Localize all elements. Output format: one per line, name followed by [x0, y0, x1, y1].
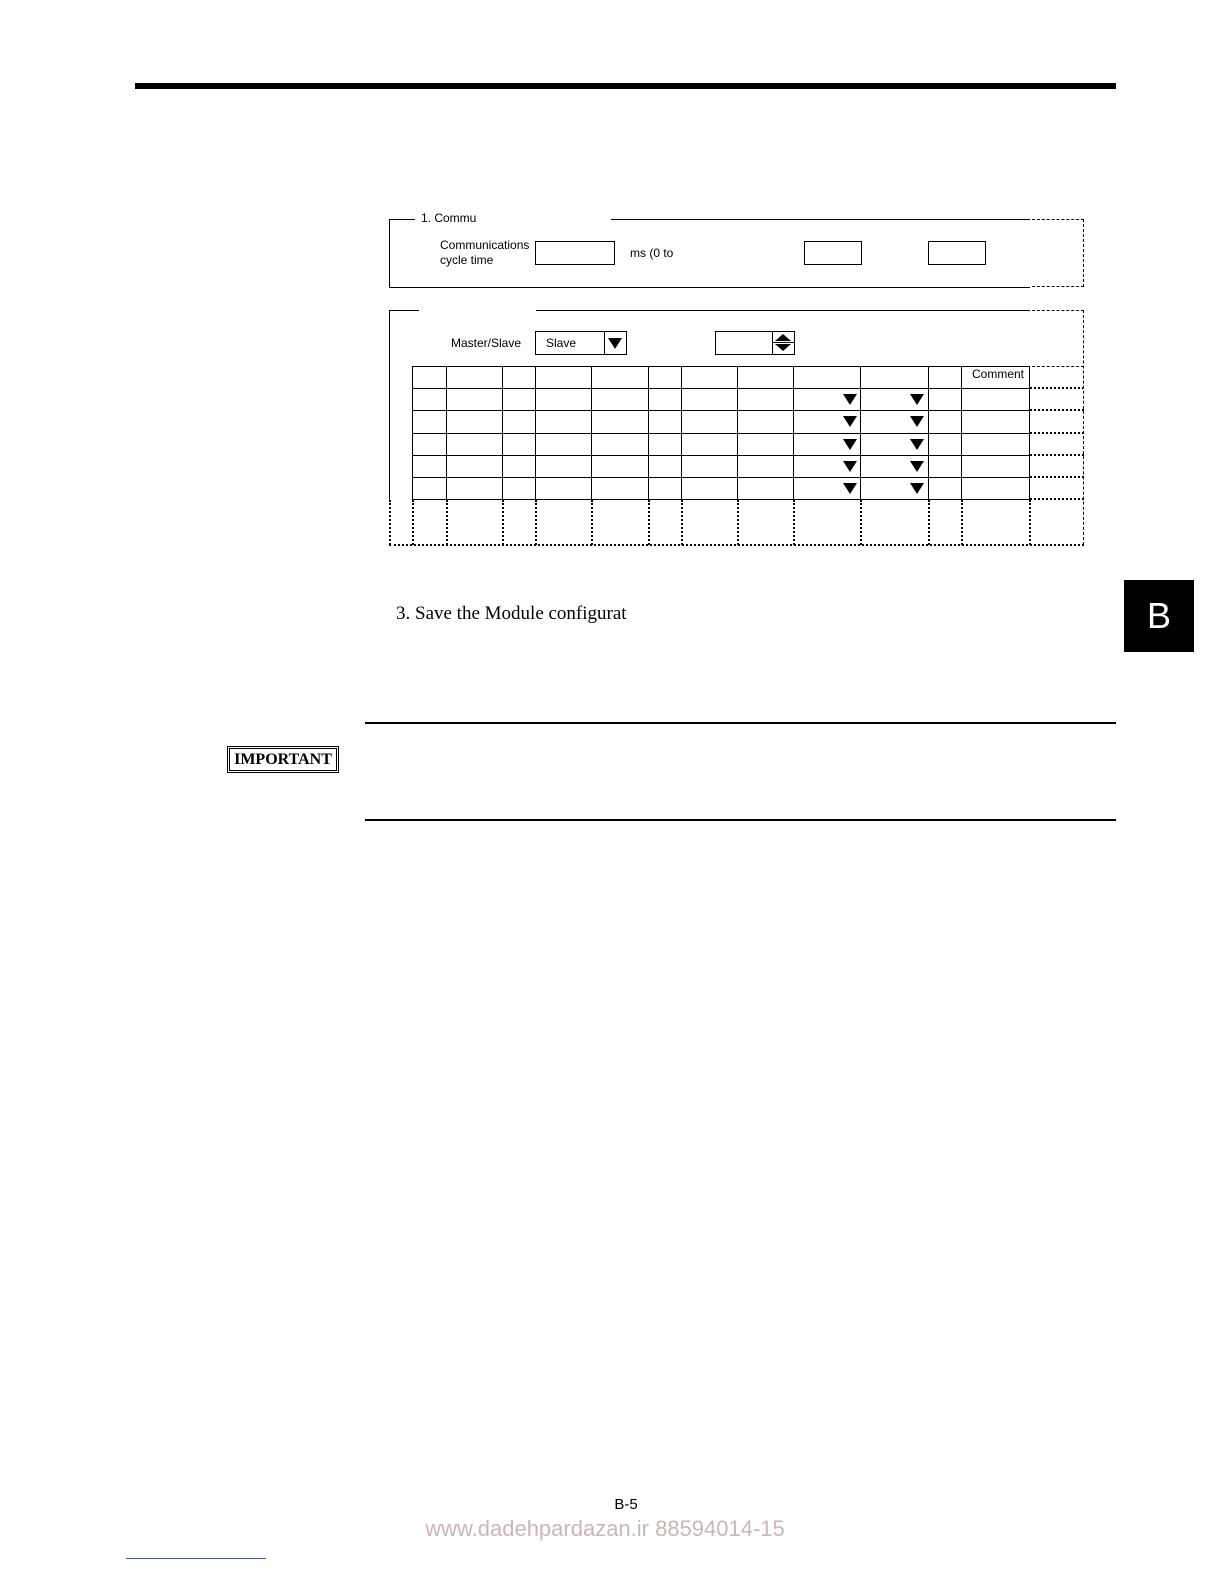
cell-dropdown-arrow-icon[interactable] — [843, 439, 857, 450]
panel-border — [389, 219, 390, 288]
master-slave-label: Master/Slave — [451, 336, 522, 350]
important-label — [227, 746, 339, 773]
appendix-tab: B — [1124, 580, 1194, 652]
cycle-time-input[interactable] — [535, 241, 615, 265]
setting-box-1[interactable] — [804, 241, 862, 265]
table-row-dotted-extension — [1030, 387, 1084, 389]
table-column-line — [681, 366, 682, 500]
table-column-line — [591, 366, 592, 500]
table-column-dotted-extension — [535, 500, 537, 545]
cell-dropdown-arrow-icon[interactable] — [910, 461, 924, 472]
dropdown-arrow-icon — [608, 338, 622, 349]
cycle-time-label-line2: cycle time — [440, 253, 494, 267]
table-header-dashed-extension — [1032, 366, 1084, 367]
footer-link-underline[interactable] — [126, 1558, 266, 1559]
table-column-dotted-extension — [860, 500, 862, 545]
cycle-time-label-line1: Communications — [440, 238, 530, 252]
cell-dropdown-arrow-icon[interactable] — [910, 483, 924, 494]
table-column-line — [961, 366, 962, 500]
panel-border — [611, 219, 1030, 220]
table-column-dotted-extension — [928, 500, 930, 545]
table-column-dotted-extension — [502, 500, 504, 545]
table-column-line — [412, 366, 413, 500]
table-column-line — [648, 366, 649, 500]
table-column-dotted-extension — [446, 500, 448, 545]
panel-dashed-border — [389, 500, 391, 545]
important-bottom-rule — [365, 819, 1116, 821]
io-assignment-table — [412, 366, 1030, 500]
panel-border — [389, 310, 419, 311]
ms-range-text: ms (0 to — [630, 246, 674, 260]
table-column-line — [793, 366, 794, 500]
watermark-text: www.dadehpardazan.ir 88594014-15 — [425, 1516, 785, 1541]
master-slave-select[interactable] — [535, 331, 627, 355]
panel-dashed-border — [1032, 310, 1084, 311]
table-column-dotted-extension — [412, 500, 414, 545]
spinner-button[interactable] — [772, 332, 794, 354]
table-column-line — [502, 366, 503, 500]
panel-dashed-border — [1032, 286, 1084, 287]
cell-dropdown-arrow-icon[interactable] — [843, 394, 857, 405]
table-column-line — [928, 366, 929, 500]
table-row-line — [412, 499, 1030, 500]
table-row-line — [412, 366, 1030, 367]
table-row-dotted-extension — [1030, 432, 1084, 434]
spinner-up-icon[interactable] — [775, 334, 791, 341]
step-3-text: 3. Save the Module configurat — [396, 603, 627, 624]
spinner-divider — [773, 342, 794, 343]
panel-dashed-border — [1083, 310, 1084, 545]
cycle-time-label — [440, 238, 529, 268]
page-number: B-5 — [614, 1496, 638, 1513]
cell-dropdown-arrow-icon[interactable] — [910, 416, 924, 427]
cell-dropdown-arrow-icon[interactable] — [910, 394, 924, 405]
table-column-line — [860, 366, 861, 500]
important-top-rule — [365, 722, 1116, 724]
dropdown-button[interactable] — [604, 332, 626, 354]
table-row-line — [412, 410, 1030, 411]
panel-border — [389, 219, 415, 220]
table-row-line — [412, 455, 1030, 456]
cell-dropdown-arrow-icon[interactable] — [910, 439, 924, 450]
table-column-dotted-extension — [737, 500, 739, 545]
spinner-down-icon[interactable] — [775, 344, 791, 351]
top-rule — [135, 83, 1116, 89]
table-column-dotted-extension — [591, 500, 593, 545]
table-column-line — [446, 366, 447, 500]
table-row-dotted-extension — [1030, 476, 1084, 478]
cell-dropdown-arrow-icon[interactable] — [843, 461, 857, 472]
table-column-line — [737, 366, 738, 500]
table-row-line — [412, 477, 1030, 478]
table-row-dotted-extension — [1030, 454, 1084, 456]
setting-box-2[interactable] — [928, 241, 986, 265]
table-row-line — [412, 388, 1030, 389]
table-column-dotted-extension — [1029, 500, 1031, 545]
table-column-line — [535, 366, 536, 500]
panel-dashed-border — [1083, 219, 1084, 287]
table-column-dotted-extension — [961, 500, 963, 545]
table-row-dotted-extension — [1030, 498, 1084, 500]
important-label-text: IMPORTANT — [234, 751, 332, 768]
table-column-dotted-extension — [681, 500, 683, 545]
panel-border — [389, 310, 390, 500]
table-row-line — [412, 433, 1030, 434]
comment-column-header: Comment — [972, 367, 1025, 381]
number-spinner[interactable] — [715, 331, 795, 355]
cell-dropdown-arrow-icon[interactable] — [843, 416, 857, 427]
table-column-dotted-extension — [793, 500, 795, 545]
master-slave-value: Slave — [546, 336, 577, 350]
cell-dropdown-arrow-icon[interactable] — [843, 483, 857, 494]
table-column-dotted-extension — [648, 500, 650, 545]
panel-border — [536, 310, 1030, 311]
panel-border — [389, 287, 1030, 288]
panel-dashed-border — [1032, 219, 1084, 220]
panel-title: 1. Commu — [421, 211, 477, 225]
table-row-dotted-extension — [1030, 409, 1084, 411]
